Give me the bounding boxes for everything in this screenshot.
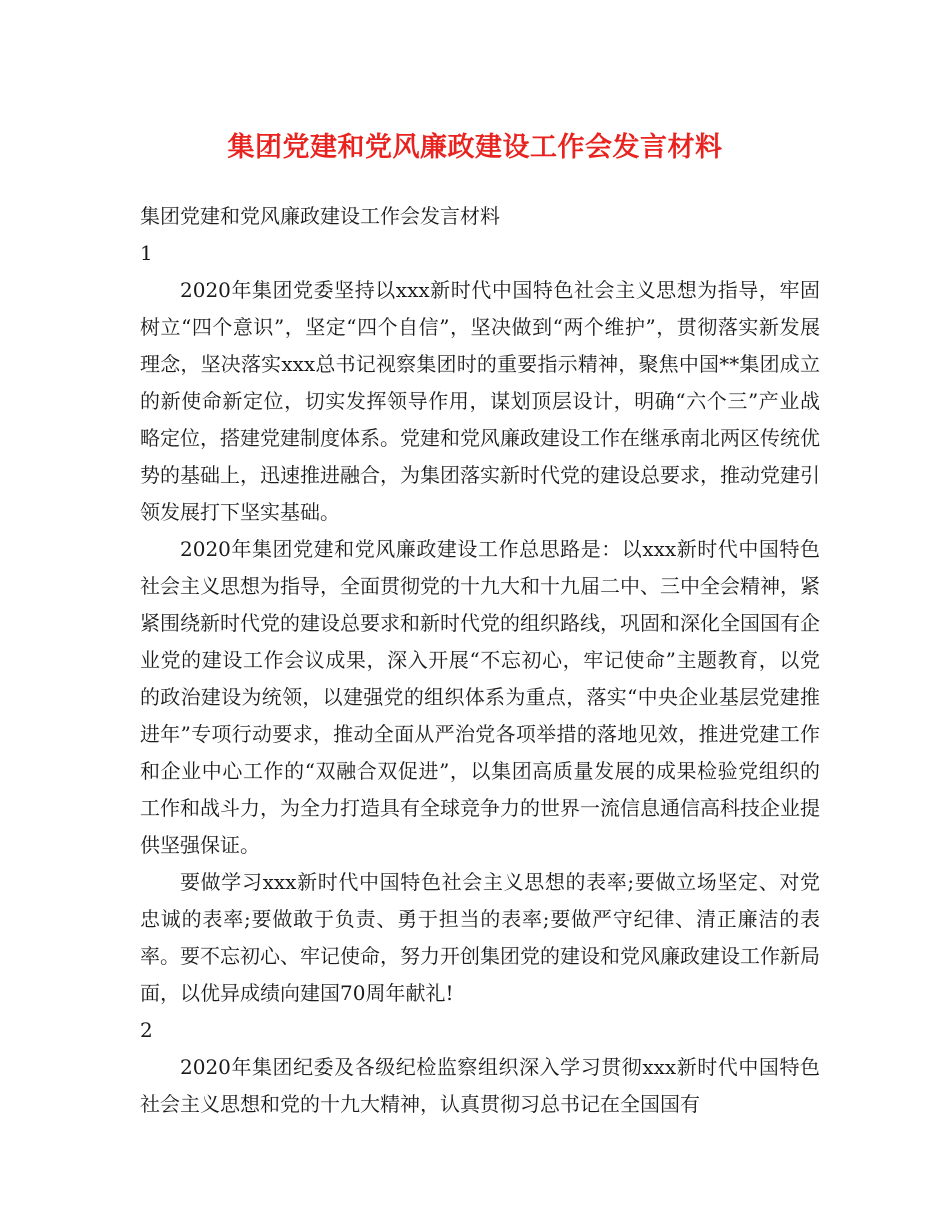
body-paragraph: 2020年集团党建和党风廉政建设工作总思路是：以xxx新时代中国特色社会主义思想为指导，全面贯彻党的十九大和十九届二中、三中全会精神，紧紧围绕新时代党的建设总要求和新时代党的组织路线，巩固和深化全国国有企业党的建设工作会议成果，深入开展“不忘初心，牢记使命”主题教育，以党的政治建设为统领，以建强党的组织体系为重点，落实“中央企业基层党建推进年”专项行动要求，推动全面从严治党各项举措的落地见效，推进党建工作和企业中心工作的“双融合双促进”，以集团高质量发展的成果检验党组织的工作和战斗力，为全力打造具有全球竞争力的世界一流信息通信高科技企业提供坚强保证。 bbox=[140, 537, 820, 857]
subtitle-paragraph: 集团党建和党风廉政建设工作会发言材料 bbox=[140, 204, 500, 228]
section-number: 2 bbox=[140, 1018, 153, 1042]
document-body bbox=[140, 198, 820, 1123]
document-title: 集团党建和党风廉政建设工作会发言材料 bbox=[227, 132, 723, 163]
section-number: 1 bbox=[140, 241, 153, 265]
body-paragraph: 2020年集团党委坚持以xxx新时代中国特色社会主义思想为指导，牢固树立“四个意识”，坚定“四个自信”，坚决做到“两个维护”，贯彻落实新发展理念，坚决落实xxx总书记视察集团时的重要指示精神，聚焦中国**集团成立的新使命新定位，切实发挥领导作用，谋划顶层设计，明确“六个三”产业战略定位，搭建党建制度体系。党建和党风廉政建设工作在继承南北两区传统优势的基础上，迅速推进融合，为集团落实新时代党的建设总要求，推动党建引领发展打下坚实基础。 bbox=[140, 278, 820, 524]
body-paragraph: 要做学习xxx新时代中国特色社会主义思想的表率;要做立场坚定、对党忠诚的表率;要做敢于负责、勇于担当的表率;要做严守纪律、清正廉洁的表率。要不忘初心、牢记使命，努力开创集团党的建设和党风廉政建设工作新局面，以优异成绩向建国70周年献礼! bbox=[140, 870, 820, 1005]
body-paragraph: 2020年集团纪委及各级纪检监察组织深入学习贯彻xxx新时代中国特色社会主义思想和党的十九大精神，认真贯彻习总书记在全国国有 bbox=[140, 1055, 820, 1116]
